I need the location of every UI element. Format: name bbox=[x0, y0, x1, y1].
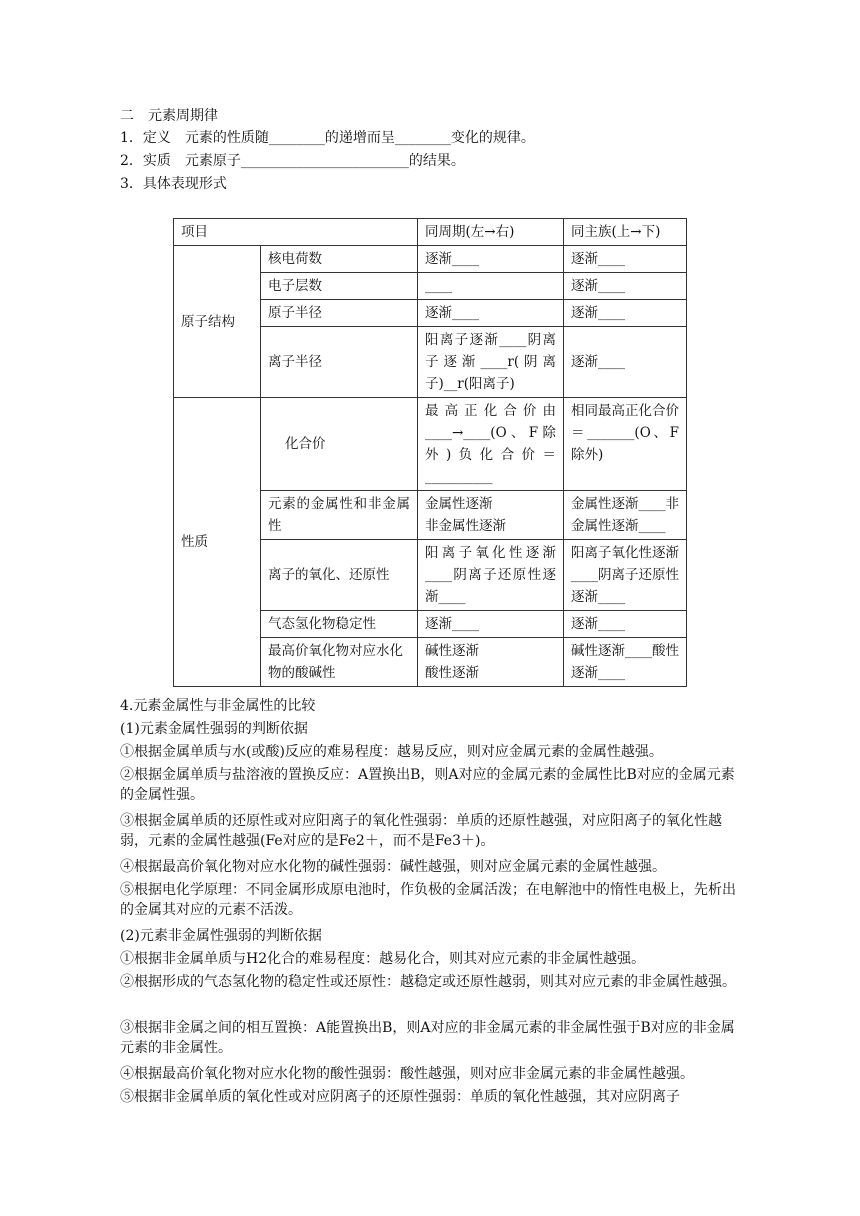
row-name: 电子层数 bbox=[261, 273, 418, 300]
row-name: 化合价 bbox=[261, 398, 418, 491]
metal-rule-4: ④根据最高价氧化物对应水化物的碱性强弱：碱性越强，则对应金属元素的金属性越强。 bbox=[120, 859, 666, 875]
metal-title: (1)元素金属性强弱的判断依据 bbox=[120, 721, 308, 737]
row-group: 阳离子氧化性逐渐____阴离子还原性逐渐____ bbox=[564, 540, 687, 611]
row-period-line: 非金属性逐渐 bbox=[425, 518, 506, 534]
nonmetal-rule-2: ②根据形成的气态氢化物的稳定性或还原性：越稳定或还原性越弱，则其对应元素的非金属性越强。 bbox=[120, 974, 736, 990]
row-period: 阳离子逐渐____阴离子逐渐____r(阴离子)__r(阳离子) bbox=[418, 327, 564, 398]
row-period: 逐渐____ bbox=[418, 300, 564, 327]
atomic-structure-label: 原子结构 bbox=[174, 246, 261, 398]
row-group: 逐渐____ bbox=[564, 273, 687, 300]
row-name: 元素的金属性和非金属性 bbox=[261, 491, 418, 540]
row-name: 气态氢化物稳定性 bbox=[261, 611, 418, 638]
row-group: 相同最高正化合价＝_______(O、F除外) bbox=[564, 398, 687, 491]
item-essence: 2．实质 元素原子________________________的结果。 bbox=[120, 153, 465, 169]
row-name: 离子的氧化、还原性 bbox=[261, 540, 418, 611]
header-period: 同周期(左→右) bbox=[418, 219, 564, 246]
nonmetal-rule-1: ①根据非金属单质与H2化合的难易程度：越易化合，则其对应元素的非金属性越强。 bbox=[120, 951, 646, 967]
row-group: 逐渐____ bbox=[564, 246, 687, 273]
row-group: 逐渐____ bbox=[564, 611, 687, 638]
row-period bbox=[418, 638, 564, 687]
nonmetal-rule-5: ⑤根据非金属单质的氧化性或对应阴离子的还原性强弱：单质的氧化性越强，其对应阴离子 bbox=[120, 1089, 680, 1105]
row-group: 逐渐____ bbox=[564, 327, 687, 398]
nonmetal-rule-3: ③根据非金属之间的相互置换：A能置换出B，则A对应的非金属元素的非金属性强于B对应的非金属元素的非金属性。 bbox=[120, 1020, 735, 1056]
row-period-line: 酸性逐渐 bbox=[425, 665, 479, 681]
properties-label: 性质 bbox=[174, 398, 261, 687]
item-forms: 3．具体表现形式 bbox=[120, 176, 227, 192]
periodic-law-table bbox=[173, 218, 687, 687]
metal-rule-1: ①根据金属单质与水(或酸)反应的难易程度：越易反应，则对应金属元素的金属性越强。 bbox=[120, 744, 663, 760]
table-header-row bbox=[174, 219, 687, 246]
row-name: 最高价氧化物对应水化物的酸碱性 bbox=[261, 638, 418, 687]
row-name: 核电荷数 bbox=[261, 246, 418, 273]
row-group: 逐渐____ bbox=[564, 300, 687, 327]
row-period: 阳离子氧化性逐渐____阴离子还原性逐渐____ bbox=[418, 540, 564, 611]
row-name: 原子半径 bbox=[261, 300, 418, 327]
nonmetal-rule-4: ④根据最高价氧化物对应水化物的酸性强弱：酸性越强，则对应非金属元素的非金属性越强。 bbox=[120, 1066, 694, 1082]
header-item: 项目 bbox=[174, 219, 418, 246]
comparison-title: 4.元素金属性与非金属性的比较 bbox=[120, 698, 316, 714]
metal-rule-3: ③根据金属单质的还原性或对应阳离子的氧化性强弱：单质的还原性越强，对应阳离子的氧化性越弱，元素的金属性越强(Fe对应的是Fe2＋，而不是Fe3＋)。 bbox=[120, 813, 722, 849]
nonmetal-title: (2)元素非金属性强弱的判断依据 bbox=[120, 928, 322, 944]
table-row bbox=[174, 398, 687, 491]
row-period-line: 金属性逐渐 bbox=[425, 496, 493, 512]
header-group: 同主族(上→下) bbox=[564, 219, 687, 246]
table-row bbox=[174, 246, 687, 273]
row-period: 逐渐____ bbox=[418, 611, 564, 638]
row-period bbox=[418, 491, 564, 540]
row-period-line: 碱性逐渐 bbox=[425, 643, 479, 659]
section-title: 二 元素周期律 bbox=[120, 108, 218, 124]
row-name: 离子半径 bbox=[261, 327, 418, 398]
metal-rule-2: ②根据金属单质与盐溶液的置换反应：A置换出B，则A对应的金属元素的金属性比B对应的金属元素的金属性强。 bbox=[120, 767, 735, 803]
metal-rule-5: ⑤根据电化学原理：不同金属形成原电池时，作负极的金属活泼；在电解池中的惰性电极上，先析出的金属其对应的元素不活泼。 bbox=[120, 882, 736, 918]
row-period: ____ bbox=[418, 273, 564, 300]
row-group: 碱性逐渐____酸性逐渐____ bbox=[564, 638, 687, 687]
row-group: 金属性逐渐____非金属性逐渐____ bbox=[564, 491, 687, 540]
row-period: 逐渐____ bbox=[418, 246, 564, 273]
row-period: 最高正化合价由____→____(O、F除外)负化合价＝__________ bbox=[418, 398, 564, 491]
item-definition: 1．定义 元素的性质随________的递增而呈________变化的规律。 bbox=[120, 130, 535, 146]
